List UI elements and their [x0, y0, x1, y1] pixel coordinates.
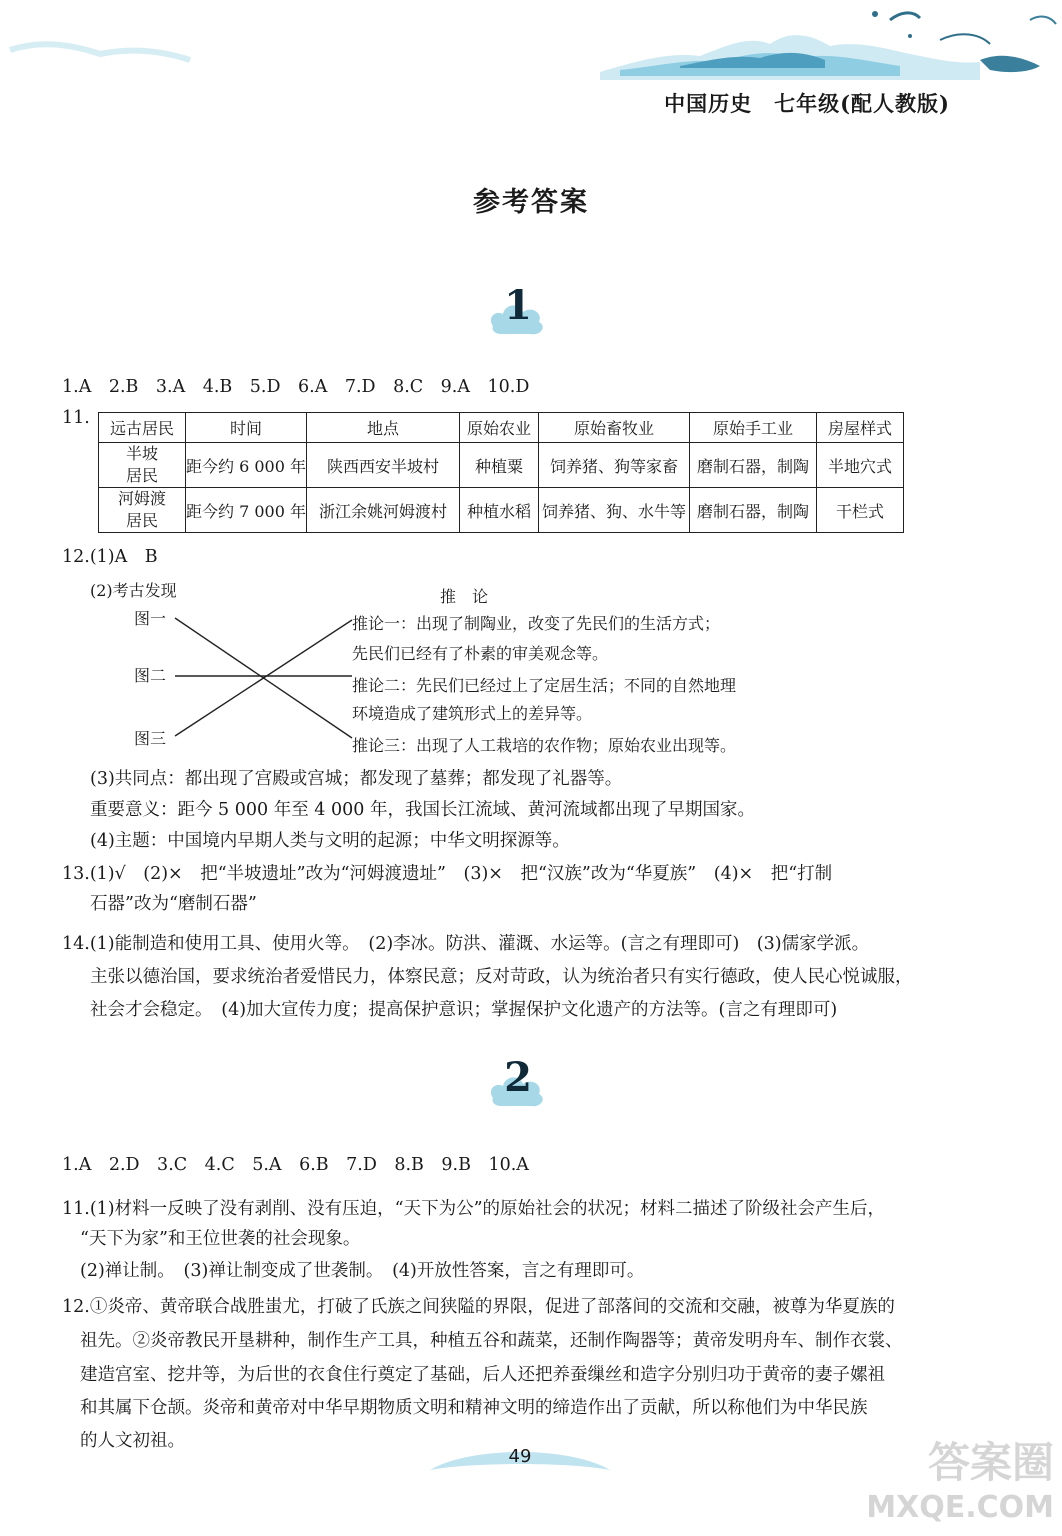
s2-q11-line3: (2)禅让制。 (3)禅让制变成了世袭制。 (4)开放性答案，言之有理即可。 [80, 1261, 645, 1281]
s1-q1-10-answers: 1.A 2.B 3.A 4.B 5.D 6.A 7.D 8.C 9.A 10.D [62, 377, 530, 397]
section-2-number: 2 [504, 1054, 532, 1101]
page-title: 参考答案 [473, 187, 589, 218]
s1-q14-line2: 主张以德治国，要求统治者爱惜民力，体察民意；反对苛政，认为统治者只有实行德政，使人民心悦诚服， [90, 967, 913, 987]
s1-q12-1: 12.(1)A B [62, 547, 158, 567]
table-header-cell: 房屋样式 [817, 413, 904, 443]
section-1-number: 1 [504, 282, 532, 329]
table-cell: 饲养猪、狗等家畜 [539, 443, 690, 488]
s2-q11-line2: “天下为家”和王位世袭的社会现象。 [80, 1229, 361, 1249]
section-2-marker [483, 1054, 553, 1112]
table-header-cell: 时间 [186, 413, 307, 443]
s2-q12-line3: 建造宫室、挖井等，为后世的衣食住行奠定了基础，后人还把养蚕缫丝和造字分别归功于黄帝的妻子嫘祖 [80, 1365, 885, 1385]
match-left-item: 图一 [134, 609, 167, 628]
inference-text: 推论一：出现了制陶业，改变了先民们的生活方式； [352, 614, 721, 633]
table-cell: 浙江余姚河姆渡村 [307, 488, 460, 533]
table-cell: 半坡 居民 [99, 443, 186, 488]
s1-q14-line3: 社会才会稳定。 (4)加大宣传力度；提高保护意识；掌握保护文化遗产的方法等。(言之有理即可) [90, 1000, 838, 1020]
table-cell: 河姆渡 居民 [99, 488, 186, 533]
table-row [99, 443, 904, 488]
matching-lines [170, 610, 360, 750]
table-cell: 磨制石器，制陶 [690, 443, 817, 488]
watermark [814, 1430, 1054, 1530]
page-number: 49 [508, 1446, 532, 1467]
table-cell: 距今约 6 000 年 [186, 443, 307, 488]
section-1-marker [483, 282, 553, 340]
s1-q13-line2: 石器”改为“磨制石器” [90, 894, 257, 914]
table-cell: 种植水稻 [460, 488, 539, 533]
s1-q14-line1: 14.(1)能制造和使用工具、使用火等。 (2)李冰。防洪、灌溉、水运等。(言之有理即可) (3)儒家学派。 [62, 934, 870, 954]
s2-q12-line1: 12.①炎帝、黄帝联合战胜蚩尤，打破了氏族之间狭隘的界限，促进了部落间的交流和交融，被尊为华夏族的 [62, 1297, 895, 1317]
match-left-item: 图二 [134, 666, 167, 685]
table-cell: 干栏式 [817, 488, 904, 533]
table-cell: 陕西西安半坡村 [307, 443, 460, 488]
s2-q12-line2: 祖先。②炎帝教民开垦耕种，制作生产工具，种植五谷和蔬菜，还制作陶器等；黄帝发明舟车、制作衣裳、 [80, 1331, 903, 1351]
inference-text: 推论二：先民们已经过上了定居生活；不同的自然地理 [352, 676, 737, 695]
inference-text: 先民们已经有了朴素的审美观念等。 [352, 644, 609, 663]
s1-q12-2-label: (2)考古发现 [90, 581, 177, 600]
table-header-cell: 地点 [307, 413, 460, 443]
s1-q11-table [98, 412, 904, 533]
s2-q1-10-answers: 1.A 2.D 3.C 4.C 5.A 6.B 7.D 8.B 9.B 10.A [62, 1155, 529, 1175]
s2-q11-line1: 11.(1)材料一反映了没有剥削、没有压迫，“天下为公”的原始社会的状况；材料二描述了阶级社会产生后， [62, 1199, 886, 1219]
inference-text: 推论三：出现了人工栽培的农作物；原始农业出现等。 [352, 736, 737, 755]
s1-q12-2-infer-title: 推 论 [440, 587, 489, 606]
table-header-cell: 原始农业 [460, 413, 539, 443]
watermark-brand: 答案圈 [927, 1438, 1054, 1487]
s1-q13-line1: 13.(1)√ (2)× 把“半坡遗址”改为“河姆渡遗址” (3)× 把“汉族”改为“华夏族” (4)× 把“打制 [62, 864, 833, 884]
book-subject-title: 中国历史 七年级(配人教版) [664, 91, 950, 116]
s1-q12-4: (4)主题：中国境内早期人类与文明的起源；中华文明探源等。 [90, 831, 570, 851]
table-cell: 半地穴式 [817, 443, 904, 488]
s2-q12-line4: 和其属下仓颉。炎帝和黄帝对中华早期物质文明和精神文明的缔造作出了贡献，所以称他们为中华民族 [80, 1398, 868, 1418]
s1-q12-3a: (3)共同点：都出现了宫殿或宫城；都发现了墓葬；都发现了礼器等。 [90, 769, 623, 789]
inference-text: 环境造成了建筑形式上的差异等。 [352, 704, 593, 723]
match-left-item: 图三 [134, 729, 167, 748]
table-header-cell: 原始手工业 [690, 413, 817, 443]
table-header-row [99, 413, 904, 443]
s2-q12-line5: 的人文初祖。 [80, 1431, 185, 1451]
table-cell: 饲养猪、狗、水牛等 [539, 488, 690, 533]
header-mist-art [0, 20, 200, 80]
table-row [99, 488, 904, 533]
table-cell: 种植粟 [460, 443, 539, 488]
table-header-cell: 原始畜牧业 [539, 413, 690, 443]
table-header-cell: 远古居民 [99, 413, 186, 443]
table-cell: 磨制石器，制陶 [690, 488, 817, 533]
s1-q12-3b: 重要意义：距今 5 000 年至 4 000 年，我国长江流域、黄河流域都出现了早期国家。 [90, 800, 755, 820]
table-cell: 距今约 7 000 年 [186, 488, 307, 533]
watermark-domain: MXQE.COM [866, 1490, 1054, 1525]
s1-q11-label: 11. [62, 408, 90, 428]
